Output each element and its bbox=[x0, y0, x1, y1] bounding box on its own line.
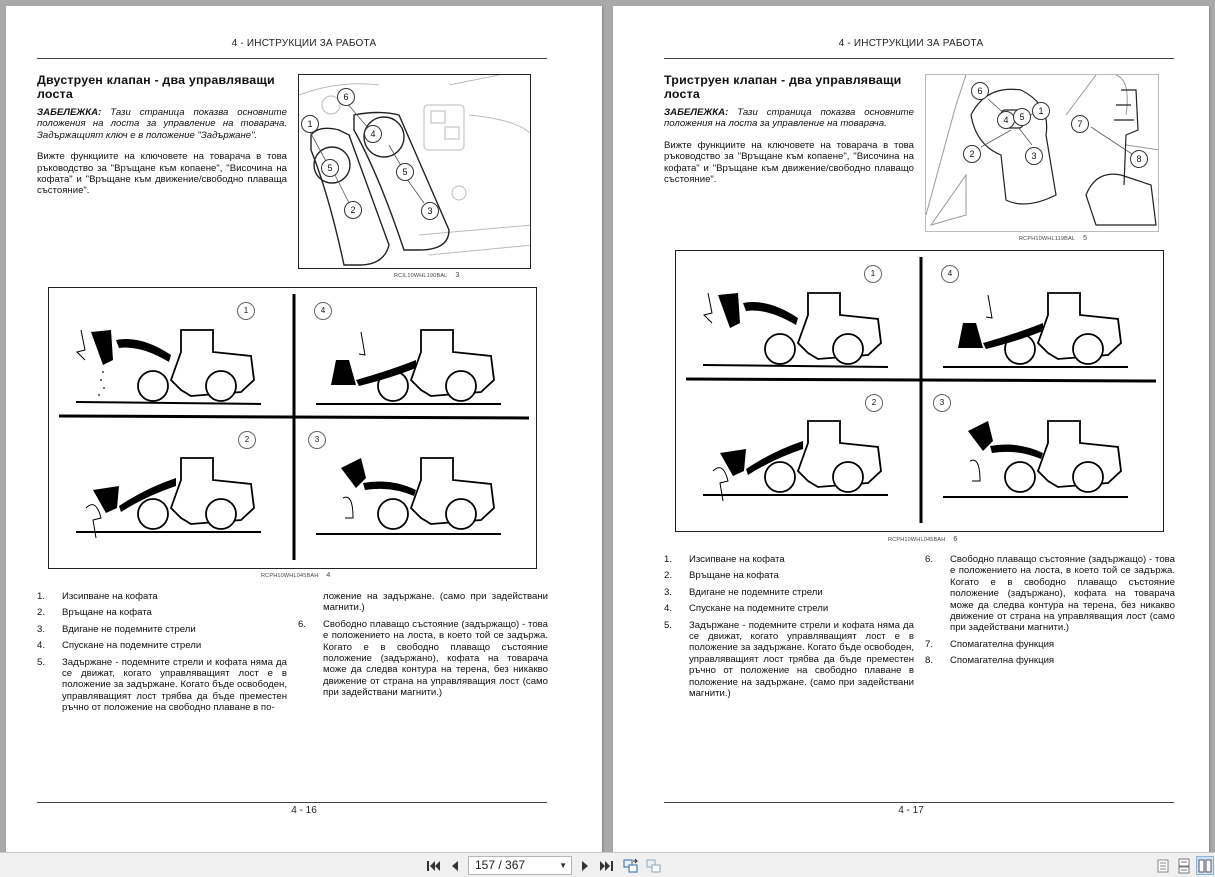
position-callout-2: 2 bbox=[865, 394, 883, 412]
callout-5a: 5 bbox=[321, 159, 339, 177]
loader-positions-illustration bbox=[676, 251, 1164, 532]
callout-8: 8 bbox=[1130, 150, 1148, 168]
figure-joystick bbox=[925, 74, 1159, 232]
facing-pages-view-button[interactable] bbox=[1196, 856, 1214, 875]
legend-item: 2. Връщане на кофата bbox=[664, 570, 779, 582]
page-4-17 bbox=[613, 6, 1209, 852]
figure-caption: RCPH10WHL119BAL 5 bbox=[1019, 235, 1088, 242]
legend-item: 2. Връщане на кофата bbox=[37, 607, 152, 619]
callout-3: 3 bbox=[421, 202, 439, 220]
facing-pages-view-icon bbox=[1198, 859, 1212, 873]
page-indicator: 157 / 367 bbox=[475, 858, 526, 872]
last-page-button[interactable] bbox=[597, 856, 615, 875]
figure-caption: RCPH10WHL045BAH 6 bbox=[888, 536, 958, 543]
legend-item: 1. Изсипване на кофата bbox=[37, 591, 158, 602]
position-callout-4: 4 bbox=[314, 302, 332, 320]
position-callout-1: 1 bbox=[237, 302, 255, 320]
continuous-view-button[interactable] bbox=[1175, 856, 1193, 875]
legend-item: 6. Свободно плаващо състояние (задържащо) - това е положението на лоста, в което той се задържа. Когато е в свободно плаващо състояние положение (задържано), кофата на товарача може да следва контура на терена, без никакво движение от страна на управляващия лост (само при задействани магнити.) bbox=[925, 554, 1175, 634]
callout-5: 5 bbox=[1013, 108, 1031, 126]
note-label: ЗАБЕЛЕЖКА: bbox=[37, 107, 102, 118]
callout-3: 3 bbox=[1025, 147, 1043, 165]
section-intro bbox=[37, 73, 287, 197]
callout-4: 4 bbox=[997, 111, 1015, 129]
callout-1: 1 bbox=[301, 115, 319, 133]
figure-loader-positions bbox=[48, 287, 537, 569]
legend-item: 6. Свободно плаващо състояние (задържащо) - това е положението на лоста, в което той се задържа. Когато е в свободно плаващо състояние положение (задържано), кофата на товарача може да следва контура на терена, без никакво движение от страна на управляващия лост (само при задействани магнити.) bbox=[298, 618, 548, 699]
sync-forward-icon bbox=[623, 858, 639, 874]
last-page-icon bbox=[599, 860, 613, 872]
legend-item-continued: ложение на задържане. (само при задействани магнити.) bbox=[323, 591, 548, 614]
position-callout-3: 3 bbox=[933, 394, 951, 412]
note-text: Тази страница показва основните положения на лоста за управление на товарача. Задържащият ключ е в положение "Задържане". bbox=[37, 107, 287, 141]
figure-loader-positions bbox=[675, 250, 1164, 532]
running-header: 4 - ИНСТРУКЦИИ ЗА РАБОТА bbox=[231, 38, 377, 49]
legend-item: 5. Задържане - подемните стрели и кофата няма да се движат, когато управляващият лост е в положение за задържане. Когато бъде освободен, управляващият лост трябва да бъде преместен ръчно от положение на свободно плаване в по- bbox=[37, 656, 287, 714]
single-page-view-button[interactable] bbox=[1154, 856, 1172, 875]
section-intro bbox=[664, 73, 914, 185]
next-page-icon bbox=[580, 860, 590, 872]
header-rule bbox=[37, 58, 547, 59]
prev-page-button[interactable] bbox=[446, 856, 464, 875]
callout-2: 2 bbox=[344, 201, 362, 219]
loader-positions-illustration bbox=[49, 288, 537, 569]
note-label: ЗАБЕЛЕЖКА: bbox=[664, 107, 729, 118]
intro-paragraph: Вижте функциите на ключовете на товарача в това ръководство за "Връщане към копаене", "Височина на кофата" и "Връщане към движение/свободно плаваща състояние". bbox=[37, 151, 287, 197]
legend-list-col2 bbox=[298, 591, 548, 704]
legend-list-col2 bbox=[925, 554, 1175, 672]
running-header: 4 - ИНСТРУКЦИИ ЗА РАБОТА bbox=[838, 38, 984, 49]
page-number-select[interactable] bbox=[468, 856, 572, 875]
next-page-button[interactable] bbox=[576, 856, 594, 875]
prev-page-icon bbox=[450, 860, 460, 872]
callout-6: 6 bbox=[337, 88, 355, 106]
position-callout-3: 3 bbox=[308, 431, 326, 449]
legend-item: 4. Спускане на подемните стрели bbox=[664, 603, 829, 615]
figure-caption: RCPH10WHL045BAH 4 bbox=[261, 572, 331, 579]
callout-4: 4 bbox=[364, 125, 382, 143]
first-page-button[interactable] bbox=[425, 856, 443, 875]
section-title: Триструен клапан - два управляващи лоста bbox=[664, 73, 902, 101]
figure-caption: RCIL10WHL190BAL 3 bbox=[394, 272, 460, 279]
callout-6: 6 bbox=[971, 82, 989, 100]
callout-7: 7 bbox=[1071, 115, 1089, 133]
legend-item: 3. Вдигане не подемните стрели bbox=[37, 623, 196, 635]
note bbox=[37, 107, 287, 141]
legend-item: 4. Спускане на подемните стрели bbox=[37, 640, 202, 652]
callout-2: 2 bbox=[963, 145, 981, 163]
section-title: Двуструен клапан - два управляващи лоста bbox=[37, 73, 275, 101]
note-text: Тази страница показва основните положения на лоста за управление на товарача. bbox=[664, 107, 914, 130]
callout-1: 1 bbox=[1032, 102, 1050, 120]
page-number: 4 - 16 bbox=[291, 805, 317, 816]
legend-item: 5. Задържане - подемните стрели и кофата няма да се движат, когато управляващият лост е в положение за задържане. Когато бъде освободен, управляващият лост трябва да бъде преместен ръчно от положение на свободно плаване в положение на задържане. (само при задействани магнити.) bbox=[664, 619, 914, 700]
intro-paragraph: Вижте функциите на ключовете на товарача в това ръководство за "Връщане към копаене", "Височина на кофата" и "Връщане към движение/свободно плаващо състояние". bbox=[664, 139, 914, 186]
position-callout-4: 4 bbox=[941, 265, 959, 283]
single-page-view-icon bbox=[1157, 859, 1169, 873]
legend-list-col1 bbox=[37, 591, 287, 719]
footer-rule bbox=[37, 802, 547, 803]
position-callout-2: 2 bbox=[238, 431, 256, 449]
sync-forward-button[interactable] bbox=[622, 856, 640, 875]
dropdown-arrow-icon: ▼ bbox=[559, 861, 567, 870]
page-4-16 bbox=[6, 6, 602, 852]
legend-list-col1 bbox=[664, 554, 914, 704]
sync-back-button[interactable] bbox=[645, 856, 663, 875]
note bbox=[664, 107, 914, 130]
position-callout-1: 1 bbox=[864, 265, 882, 283]
footer-rule bbox=[664, 802, 1174, 803]
continuous-view-icon bbox=[1178, 858, 1190, 874]
header-rule bbox=[664, 58, 1174, 59]
legend-item: 1. Изсипване на кофата bbox=[664, 554, 785, 565]
legend-item: 8. Спомагателна функция bbox=[925, 655, 1055, 667]
callout-5b: 5 bbox=[396, 163, 414, 181]
first-page-icon bbox=[427, 860, 441, 872]
legend-item: 7. Спомагателна функция bbox=[925, 638, 1055, 650]
legend-item: 3. Вдигане не подемните стрели bbox=[664, 586, 823, 598]
page-number: 4 - 17 bbox=[898, 805, 924, 816]
viewer-toolbar bbox=[0, 852, 1215, 877]
sync-back-icon bbox=[646, 858, 662, 874]
figure-two-lever-console bbox=[298, 74, 531, 269]
